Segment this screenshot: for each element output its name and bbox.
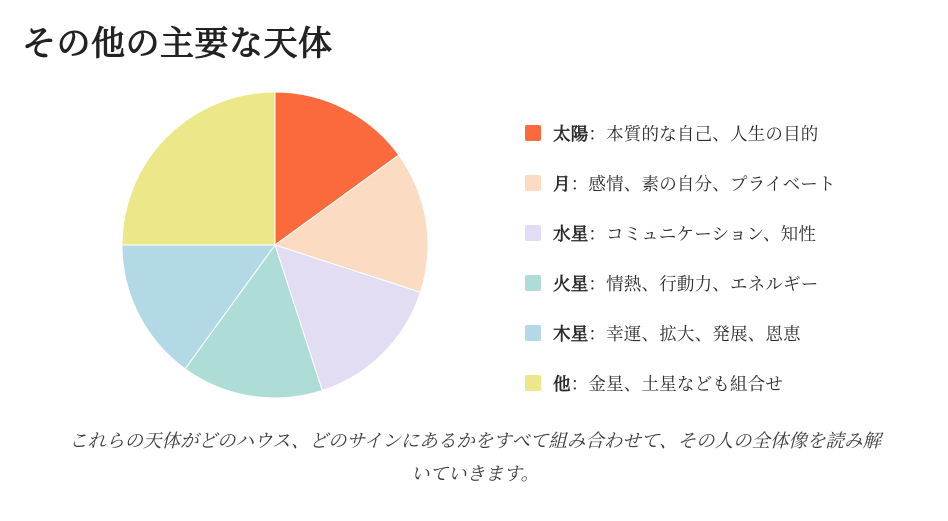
legend-label-hoka: [553, 371, 783, 396]
pie-chart: [120, 90, 450, 400]
legend-name-kasei: 火星: [553, 273, 589, 294]
legend-label-mokusei: [553, 321, 801, 346]
legend-swatch-hoka: [525, 375, 541, 391]
legend-desc-mokusei: ：幸運、拡大、発展、恩恵: [588, 323, 801, 344]
legend-desc-taiyou: ：本質的な自己、人生の目的: [588, 123, 819, 144]
pie-chart-svg: [120, 90, 430, 400]
legend-item-suisei: [525, 208, 925, 258]
legend-desc-tsuki: ：感情、素の自分、プライベート: [570, 173, 836, 194]
legend-swatch-taiyou: [525, 125, 541, 141]
legend-desc-kasei: ：情熱、行動力、エネルギー: [588, 273, 819, 294]
legend-desc-hoka: ：金星、土星なども組合せ: [570, 373, 784, 394]
legend-name-taiyou: 太陽: [553, 123, 589, 144]
legend-name-tsuki: 月: [553, 173, 571, 194]
legend-swatch-tsuki: [525, 175, 541, 191]
legend-swatch-mokusei: [525, 325, 541, 341]
legend-label-tsuki: [553, 171, 836, 196]
legend-item-hoka: [525, 358, 925, 408]
chart-legend: [525, 108, 925, 408]
legend-label-suisei: [553, 221, 816, 246]
legend-name-mokusei: 木星: [553, 323, 589, 344]
legend-item-kasei: [525, 258, 925, 308]
legend-item-mokusei: [525, 308, 925, 358]
caption-text: これらの天体がどのハウス、どのサインにあるかをすべて組み合わせて、その人の全体像を読み解いていきます。: [69, 430, 881, 484]
legend-label-kasei: [553, 271, 819, 296]
legend-item-tsuki: [525, 158, 925, 208]
legend-name-suisei: 水星: [553, 223, 589, 244]
legend-swatch-suisei: [525, 225, 541, 241]
pie-slice-6: [122, 92, 275, 245]
legend-item-taiyou: [525, 108, 925, 158]
legend-name-hoka: 他: [553, 373, 571, 394]
legend-desc-suisei: ：コミュニケーション、知性: [588, 223, 817, 244]
legend-label-taiyou: [553, 121, 819, 146]
legend-swatch-kasei: [525, 275, 541, 291]
pie-slice-group: [122, 92, 428, 398]
page-title: その他の主要な天体: [22, 25, 333, 63]
pie-chart-canvas: [120, 90, 430, 400]
